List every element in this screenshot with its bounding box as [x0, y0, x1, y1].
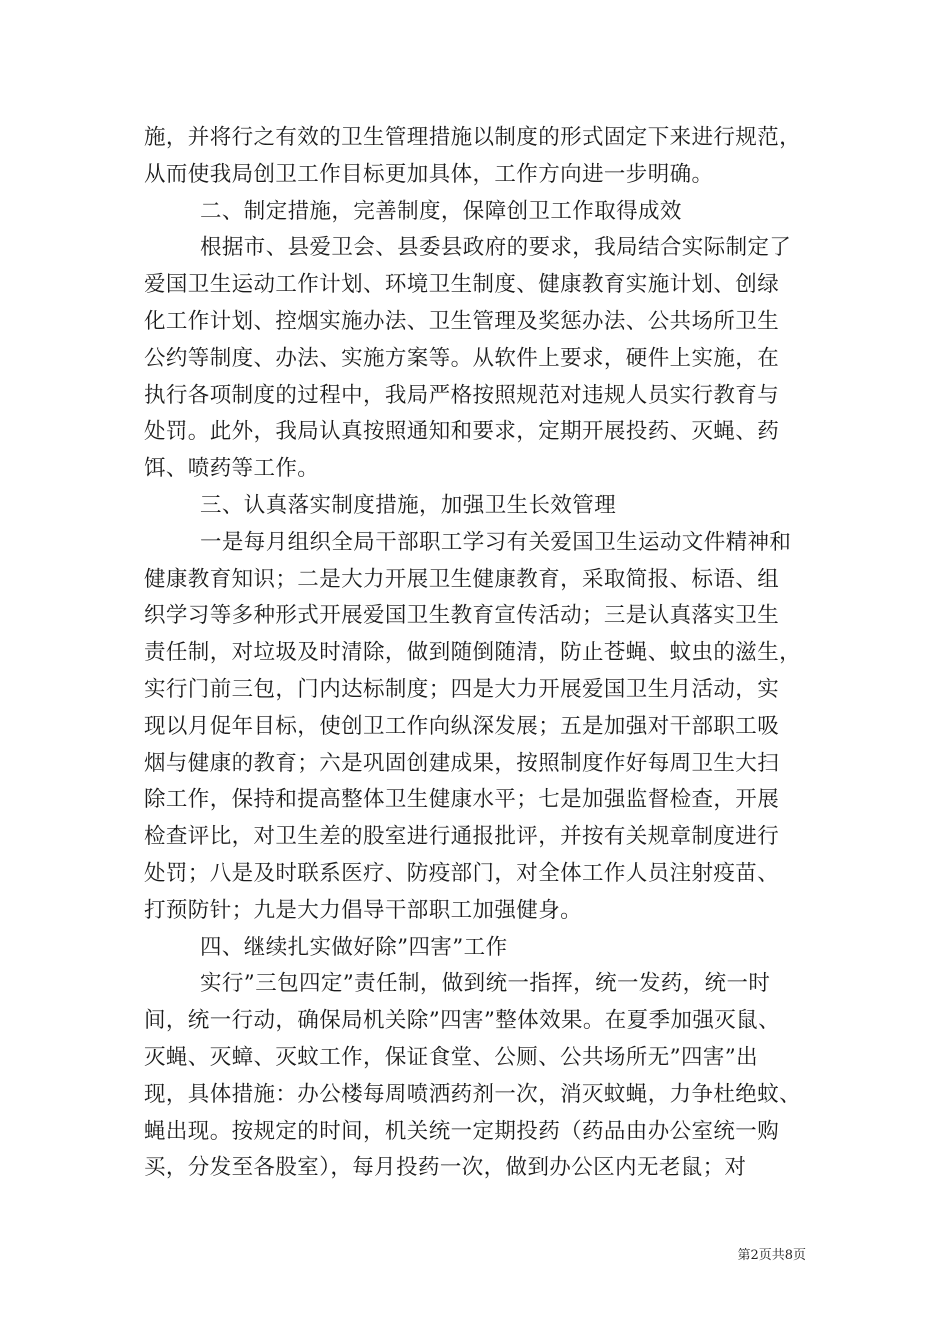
text-line: 灭蝇、灭蟑、灭蚊工作，保证食堂、公厕、公共场所无”四害”出	[144, 1044, 759, 1070]
text-line: 打预防针；九是大力倡导干部职工加强健身。	[144, 897, 583, 923]
text-line: 实行门前三包，门内达标制度；四是大力开展爱国卫生月活动，实	[144, 676, 780, 702]
text-line: 从而使我局创卫工作目标更加具体，工作方向进一步明确。	[144, 161, 714, 187]
text-line: 三、认真落实制度措施，加强卫生长效管理	[200, 492, 617, 518]
text-line: 责任制，对垃圾及时清除，做到随倒随清，防止苍蝇、蚊虫的滋生，	[144, 640, 802, 666]
text-line: 化工作计划、控烟实施办法、卫生管理及奖惩办法、公共场所卫生	[144, 308, 780, 334]
text-line: 二、制定措施，完善制度，保障创卫工作取得成效	[200, 198, 682, 224]
text-line: 爱国卫生运动工作计划、环境卫生制度、健康教育实施计划、创绿	[144, 272, 780, 298]
text-line: 间，统一行动，确保局机关除”四害”整体效果。在夏季加强灭鼠、	[144, 1008, 780, 1034]
text-line: 处罚；八是及时联系医疗、防疫部门，对全体工作人员注射疫苗、	[144, 860, 780, 886]
text-line: 处罚。此外，我局认真按照通知和要求，定期开展投药、灭蝇、药	[144, 419, 780, 445]
text-line: 买，分发至各股室），每月投药一次，做到办公区内无老鼠；对	[144, 1155, 747, 1181]
text-line: 检查评比，对卫生差的股室进行通报批评，并按有关规章制度进行	[144, 824, 780, 850]
text-line: 四、继续扎实做好除”四害”工作	[200, 934, 508, 960]
text-line: 饵、喷药等工作。	[144, 456, 320, 482]
text-line: 现以月促年目标，使创卫工作向纵深发展；五是加强对干部职工吸	[144, 713, 780, 739]
text-line: 蝇出现。按规定的时间，机关统一定期投药（药品由办公室统一购	[144, 1118, 780, 1144]
text-line: 一是每月组织全局干部职工学习有关爱国卫生运动文件精神和	[200, 529, 792, 555]
text-line: 除工作，保持和提高整体卫生健康水平；七是加强监督检查，开展	[144, 787, 780, 813]
text-line: 执行各项制度的过程中，我局严格按照规范对违规人员实行教育与	[144, 382, 780, 408]
text-line: 实行”三包四定”责任制，做到统一指挥，统一发药，统一时	[200, 971, 771, 997]
document-body	[144, 120, 816, 1187]
text-line: 织学习等多种形式开展爱国卫生教育宣传活动；三是认真落实卫生	[144, 603, 780, 629]
text-line: 公约等制度、办法、实施方案等。从软件上要求，硬件上实施，在	[144, 345, 780, 371]
text-line: 健康教育知识；二是大力开展卫生健康教育，采取简报、标语、组	[144, 566, 780, 592]
text-line: 现，具体措施：办公楼每周喷洒药剂一次，消灭蚊蝇，力争杜绝蚊、	[144, 1081, 802, 1107]
text-line: 烟与健康的教育；六是巩固创建成果，按照制度作好每周卫生大扫	[144, 750, 780, 776]
page-number: 第2页共8页	[737, 1248, 806, 1263]
text-line: 施，并将行之有效的卫生管理措施以制度的形式固定下来进行规范，	[144, 125, 802, 150]
text-line: 根据市、县爱卫会、县委县政府的要求，我局结合实际制定了	[200, 235, 792, 261]
